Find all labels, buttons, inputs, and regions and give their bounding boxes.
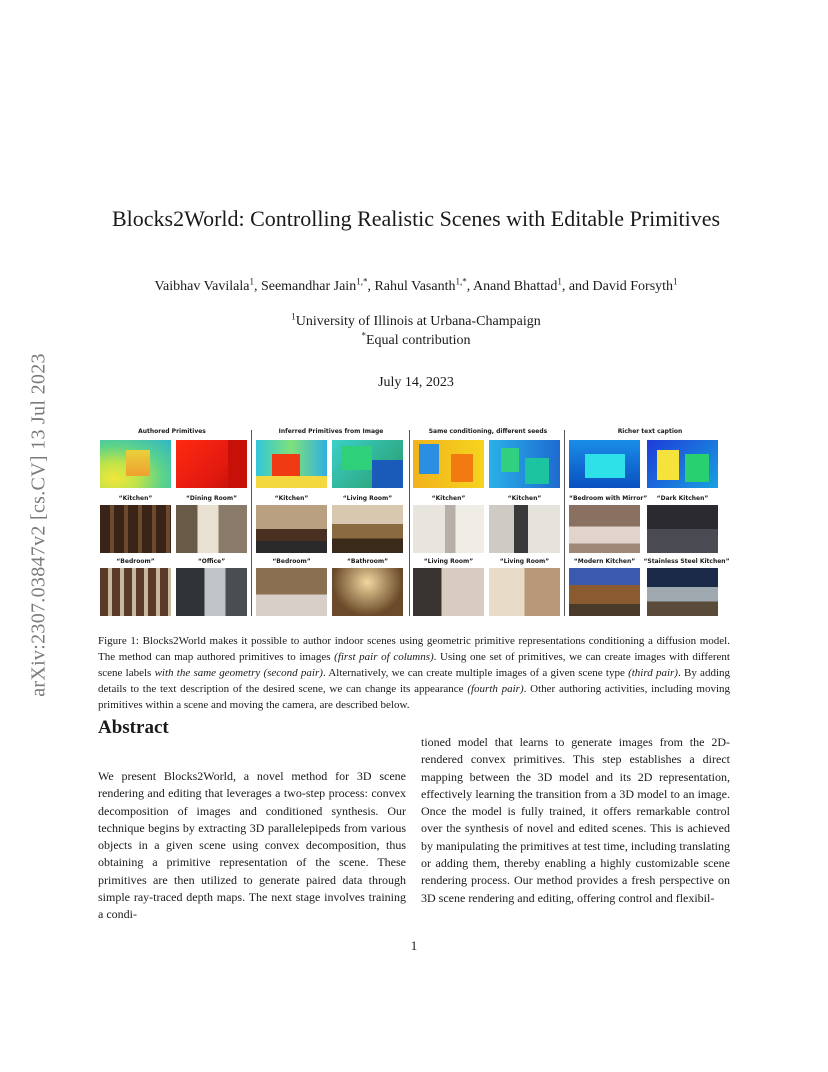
authored-primitive-image xyxy=(100,440,171,488)
generated-scene-photo xyxy=(569,505,640,553)
author-affiliation-mark: 1,* xyxy=(356,276,368,287)
generated-scene-photo xyxy=(176,568,247,616)
author-name: David Forsyth xyxy=(592,279,674,294)
generated-scene-photo xyxy=(256,568,327,616)
caption-text: . Using one set of primitives, we can create images with different scene labels xyxy=(98,651,730,679)
primitive-block xyxy=(126,450,150,476)
author-affiliation-mark: 1 xyxy=(249,276,254,287)
scene-label: “Modern Kitchen” xyxy=(573,558,636,565)
caption-emphasis: (third pair) xyxy=(628,667,678,679)
generated-scene-photo xyxy=(647,505,718,553)
conditioning-primitive-image xyxy=(413,440,484,488)
group-divider xyxy=(564,430,565,616)
author-name: Vaibhav Vavilala xyxy=(154,279,250,294)
caption-text: Blocks2World makes it possible to author indoor scenes using geometric primitive representations conditioning a diffusion model. The method can map authored primitives to images xyxy=(98,635,730,663)
abstract-left-column: We present Blocks2World, a novel method for 3D scene rendering and editing that leverages a two-step process: convex decomposition of images and conditioned synthesis. Our technique begins by extracting 3D parallelepipeds from various objects in a given scene using convex decomposition, thus obtaining a primitive representation of the scene. These primitives are then utilized to generate paired data through simple ray-traced depth maps. The next stage involves training a condi- xyxy=(98,769,406,922)
scene-label: “Living Room” xyxy=(499,558,550,565)
author-name: Anand Bhattad xyxy=(472,279,558,294)
author-list: Vaibhav Vavilala$^1$, Seemandhar Jain$^{1,*}$, Rahul Vasanth$^{1,*}$, Anand Bhattad$^1$, and David Forsyth$^1$ xyxy=(154,276,678,294)
generated-scene-photo xyxy=(489,568,560,616)
generated-scene-photo xyxy=(332,505,403,553)
primitive-block xyxy=(228,440,247,488)
scene-label: “Stainless Steel Kitchen” xyxy=(643,558,730,565)
scene-label: “Bathroom” xyxy=(346,558,389,565)
primitive-block xyxy=(657,450,679,480)
caption-emphasis: (fourth pair) xyxy=(467,683,524,695)
group-label-inferred: Inferred Primitives from Image xyxy=(278,428,384,435)
scene-label: “Kitchen” xyxy=(274,495,309,502)
inferred-primitive-image xyxy=(332,440,403,488)
generated-scene-photo xyxy=(100,568,171,616)
generated-scene-photo xyxy=(569,568,640,616)
arxiv-id: arXiv:2307.03847v2 [cs.CV] 13 Jul 2023 xyxy=(27,353,50,697)
primitive-block xyxy=(451,454,473,482)
generated-scene-photo xyxy=(413,505,484,553)
scene-label: “Kitchen” xyxy=(118,495,153,502)
scene-label: “Office” xyxy=(197,558,226,565)
primitive-block xyxy=(372,460,403,488)
primitive-block xyxy=(685,454,709,482)
scene-label: “Bedroom” xyxy=(116,558,155,565)
scene-label: “Living Room” xyxy=(342,495,393,502)
primitive-block xyxy=(419,444,439,474)
generated-scene-photo xyxy=(647,568,718,616)
generated-scene-photo xyxy=(489,505,560,553)
primitive-block xyxy=(256,476,327,488)
authored-primitive-image xyxy=(176,440,247,488)
caption-text: . By adding details to the text description of the desired scene, we can change its appearance xyxy=(98,667,730,695)
caption-primitive-image xyxy=(569,440,640,488)
scene-label: “Kitchen” xyxy=(431,495,466,502)
caption-primitive-image xyxy=(647,440,718,488)
author-name: Seemandhar Jain xyxy=(260,279,357,294)
scene-label: “Bedroom with Mirror” xyxy=(569,495,648,502)
primitive-block xyxy=(585,454,625,478)
scene-label: “Living Room” xyxy=(423,558,474,565)
affiliation-line: $^1$University of Illinois at Urbana-Champaign xyxy=(291,311,541,329)
caption-label: Figure 1: xyxy=(98,635,139,647)
affiliations xyxy=(98,312,734,350)
generated-scene-photo xyxy=(256,505,327,553)
generated-scene-photo xyxy=(100,505,171,553)
inferred-primitive-image xyxy=(256,440,327,488)
group-label-seeds: Same conditioning, different seeds xyxy=(428,428,548,435)
author-affiliation-mark: 1,* xyxy=(455,276,467,287)
generated-scene-photo xyxy=(176,505,247,553)
paper-title: Blocks2World: Controlling Realistic Scenes with Editable Primitives xyxy=(111,206,721,231)
primitive-block xyxy=(342,446,372,470)
scene-label: “Dining Room” xyxy=(185,495,238,502)
paper-date: July 14, 2023 xyxy=(378,375,454,390)
author-name: Rahul Vasanth xyxy=(374,279,456,294)
scene-label: “Dark Kitchen” xyxy=(656,495,709,502)
primitive-block xyxy=(525,458,549,484)
abstract-right-column: tioned model that learns to generate images from the 2D-rendered convex primitives. This step establishes a direct mapping between the 3D model and its 2D representation, effectively learning the transition from a 3D model to an image. Once the model is fully trained, it offers remarkable control over the synthesis of novel and edited scenes. This is achieved by manipulating the primitives at test time, including translating or adding them, thereby enabling a highly customizable scene rendering process. Our method provides a fresh perspective on 3D scene rendering and editing, offering control and flexibil- xyxy=(421,735,730,905)
group-label-richer: Richer text caption xyxy=(617,428,683,435)
generated-scene-photo xyxy=(413,568,484,616)
author-affiliation-mark: 1 xyxy=(673,276,678,287)
page-number: 1 xyxy=(410,938,418,953)
group-divider xyxy=(409,430,410,616)
figure-caption xyxy=(98,633,730,713)
group-divider xyxy=(251,430,252,616)
equal-contribution-line: *Equal contribution xyxy=(361,330,471,348)
caption-emphasis: (first pair of columns) xyxy=(334,651,434,663)
scene-label: “Bedroom” xyxy=(272,558,311,565)
primitive-block xyxy=(501,448,519,472)
arxiv-sidebar xyxy=(19,290,59,760)
conditioning-primitive-image xyxy=(489,440,560,488)
caption-emphasis: with the same geometry (second pair) xyxy=(154,667,323,679)
caption-text: . Alternatively, we can create multiple images of a given scene type xyxy=(322,667,629,679)
figure-1 xyxy=(98,428,732,620)
scene-label: “Kitchen” xyxy=(507,495,542,502)
group-label-authored: Authored Primitives xyxy=(138,428,206,435)
generated-scene-photo xyxy=(332,568,403,616)
author-affiliation-mark: 1 xyxy=(557,276,562,287)
abstract-heading: Abstract xyxy=(98,717,169,738)
caption-text: . Other authoring activities, including moving primitives within a scene and moving the camera, are described below. xyxy=(98,683,731,711)
primitive-block xyxy=(272,454,300,476)
